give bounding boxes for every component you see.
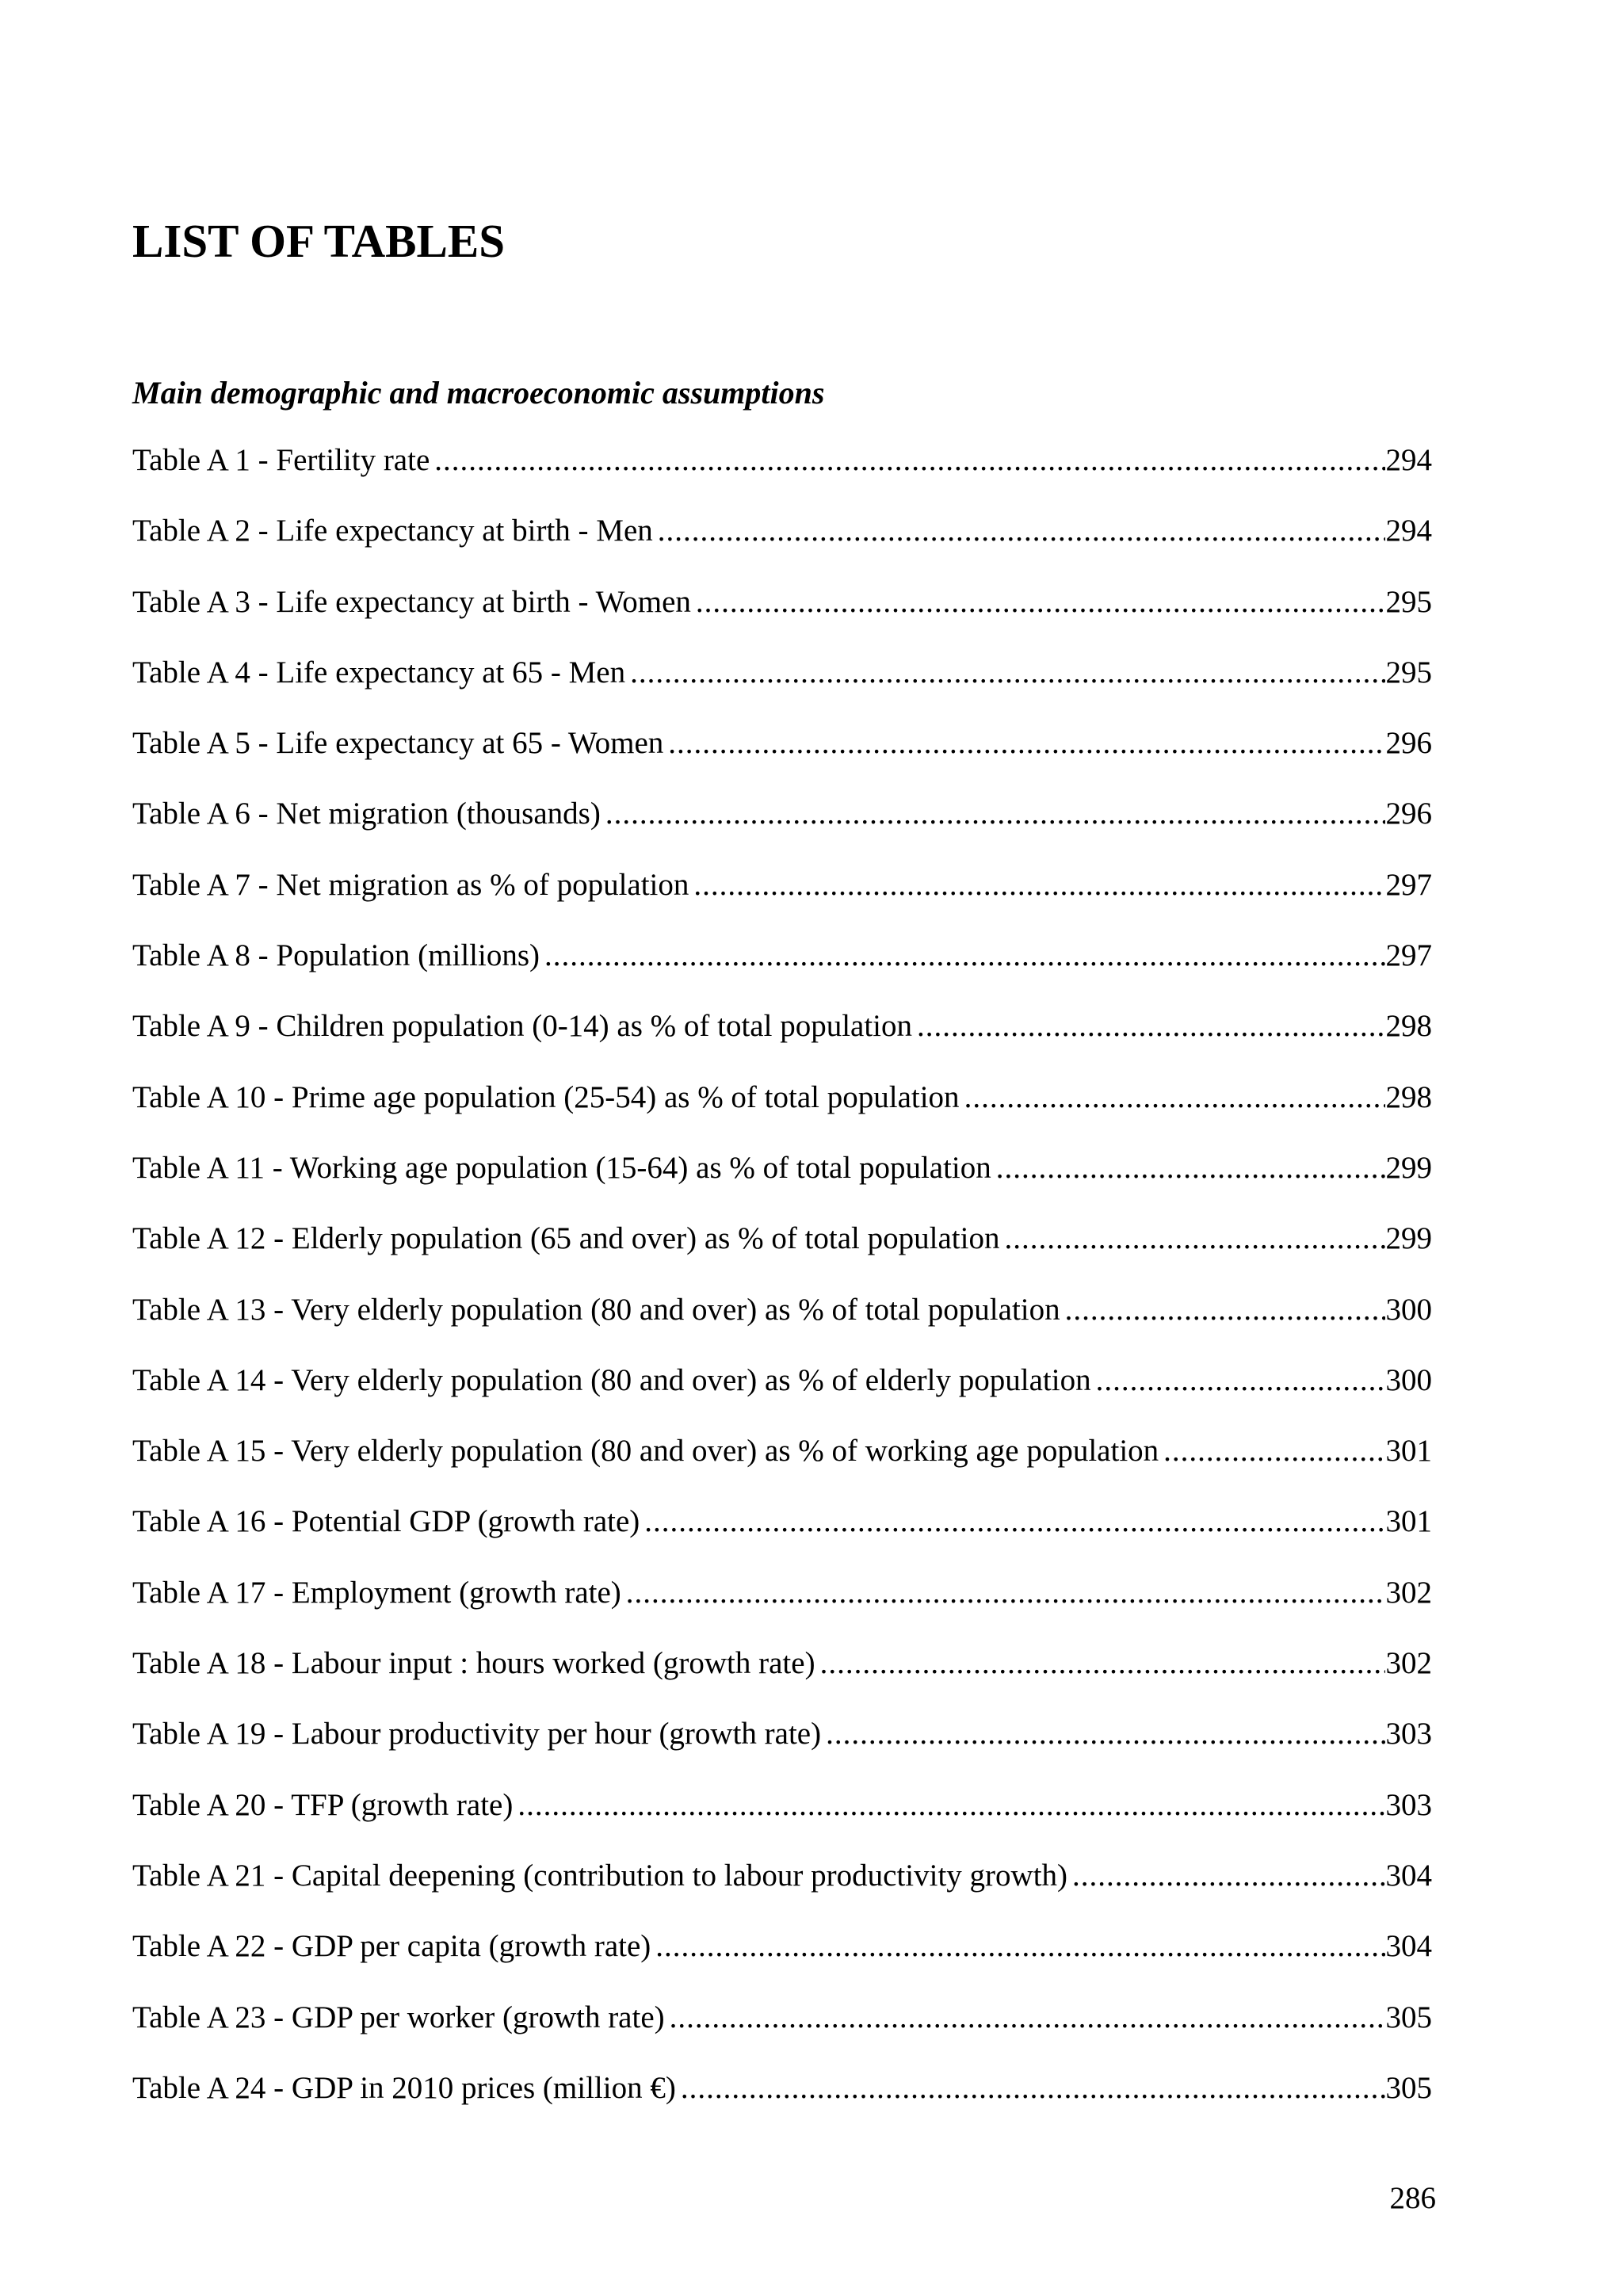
toc-entry-page: 301 — [1385, 1504, 1432, 1539]
toc-entry-label: Table A 16 - Potential GDP (growth rate) — [132, 1504, 640, 1539]
toc-entry[interactable] — [132, 1004, 1432, 1075]
toc-entry[interactable] — [132, 509, 1432, 579]
toc-entry[interactable] — [132, 1571, 1432, 1641]
dot-leader — [681, 2066, 1385, 2111]
toc-entry[interactable] — [132, 2066, 1432, 2137]
toc-entry-page: 296 — [1385, 726, 1432, 761]
dot-leader — [917, 1004, 1384, 1049]
toc-entry[interactable] — [132, 1358, 1432, 1429]
dot-leader — [658, 509, 1385, 553]
dot-leader — [693, 863, 1384, 907]
dot-leader — [1163, 1429, 1384, 1473]
dot-leader — [826, 1712, 1384, 1756]
toc-entry-page: 300 — [1385, 1292, 1432, 1327]
toc-entry-label: Table A 6 - Net migration (thousands) — [132, 797, 601, 831]
toc-entry[interactable] — [132, 438, 1432, 509]
toc-entry-page: 296 — [1385, 797, 1432, 831]
toc-entry-page: 305 — [1385, 2070, 1432, 2105]
dot-leader — [434, 438, 1384, 483]
toc-entry-label: Table A 18 - Labour input : hours worked (growth rate) — [132, 1646, 815, 1681]
toc-entry-label: Table A 7 - Net migration as % of population — [132, 867, 689, 902]
dot-leader — [1004, 1217, 1384, 1261]
toc-entry-label: Table A 11 - Working age population (15-64) as % of total population — [132, 1150, 991, 1185]
toc-entry-page: 304 — [1385, 1858, 1432, 1893]
toc-entry[interactable] — [132, 1783, 1432, 1854]
toc-entry-page: 298 — [1385, 1009, 1432, 1044]
page-number: 286 — [1389, 2181, 1436, 2215]
toc-entry-page: 300 — [1385, 1362, 1432, 1397]
toc-entry-page: 294 — [1385, 514, 1432, 548]
toc-entry[interactable] — [132, 1499, 1432, 1570]
dot-leader — [964, 1075, 1385, 1120]
toc-entry-label: Table A 21 - Capital deepening (contribution to labour productivity growth) — [132, 1858, 1068, 1893]
toc-entry[interactable] — [132, 580, 1432, 651]
toc-entry-label: Table A 17 - Employment (growth rate) — [132, 1575, 621, 1610]
toc-entry[interactable] — [132, 1641, 1432, 1712]
toc-entry-page: 297 — [1385, 867, 1432, 902]
section-heading: Main demographic and macroeconomic assumptions — [132, 375, 825, 411]
toc-entry[interactable] — [132, 1217, 1432, 1287]
toc-entry[interactable] — [132, 1924, 1432, 1995]
table-list — [132, 438, 1432, 2137]
toc-entry-page: 294 — [1385, 443, 1432, 477]
toc-entry-label: Table A 3 - Life expectancy at birth - Women — [132, 584, 691, 619]
dot-leader — [544, 934, 1385, 978]
toc-entry[interactable] — [132, 1075, 1432, 1146]
toc-entry-label: Table A 1 - Fertility rate — [132, 443, 430, 477]
dot-leader — [670, 1996, 1385, 2040]
dot-leader — [605, 792, 1385, 836]
toc-entry[interactable] — [132, 1146, 1432, 1217]
dot-leader — [1072, 1854, 1384, 1898]
dot-leader — [517, 1783, 1384, 1828]
toc-entry-page: 299 — [1385, 1150, 1432, 1185]
toc-entry-page: 305 — [1385, 2000, 1432, 2034]
toc-entry[interactable] — [132, 792, 1432, 862]
toc-entry-label: Table A 13 - Very elderly population (80 and over) as % of total population — [132, 1292, 1060, 1327]
toc-entry-page: 302 — [1385, 1646, 1432, 1681]
toc-entry-label: Table A 4 - Life expectancy at 65 - Men — [132, 655, 626, 690]
toc-entry-label: Table A 8 - Population (millions) — [132, 938, 540, 973]
toc-entry-label: Table A 20 - TFP (growth rate) — [132, 1787, 514, 1822]
toc-entry[interactable] — [132, 1854, 1432, 1924]
dot-leader — [696, 580, 1385, 625]
toc-entry-label: Table A 19 - Labour productivity per hour (growth rate) — [132, 1717, 822, 1752]
toc-entry-label: Table A 10 - Prime age population (25-54) as % of total population — [132, 1079, 960, 1114]
toc-entry-page: 302 — [1385, 1575, 1432, 1610]
toc-entry-label: Table A 9 - Children population (0-14) as % of total population — [132, 1009, 913, 1044]
toc-entry[interactable] — [132, 863, 1432, 934]
toc-entry[interactable] — [132, 1712, 1432, 1782]
page-title: LIST OF TABLES — [132, 215, 506, 267]
toc-entry[interactable] — [132, 1429, 1432, 1499]
toc-entry[interactable] — [132, 1996, 1432, 2066]
toc-entry-page: 303 — [1385, 1717, 1432, 1752]
dot-leader — [668, 721, 1384, 766]
toc-entry-label: Table A 22 - GDP per capita (growth rate) — [132, 1929, 651, 1964]
dot-leader — [626, 1571, 1385, 1615]
dot-leader — [996, 1146, 1385, 1190]
dot-leader — [1065, 1288, 1385, 1332]
dot-leader — [1096, 1358, 1385, 1403]
toc-entry-label: Table A 14 - Very elderly population (80 and over) as % of elderly population — [132, 1362, 1091, 1397]
toc-entry-page: 295 — [1385, 584, 1432, 619]
toc-entry-label: Table A 23 - GDP per worker (growth rate) — [132, 2000, 665, 2034]
toc-entry-label: Table A 12 - Elderly population (65 and over) as % of total population — [132, 1221, 1000, 1256]
toc-entry[interactable] — [132, 651, 1432, 721]
toc-entry-page: 304 — [1385, 1929, 1432, 1964]
dot-leader — [630, 651, 1384, 695]
dot-leader — [644, 1499, 1384, 1544]
toc-entry-label: Table A 15 - Very elderly population (80 and over) as % of working age population — [132, 1434, 1159, 1469]
dot-leader — [655, 1924, 1384, 1969]
toc-entry-page: 299 — [1385, 1221, 1432, 1256]
toc-entry[interactable] — [132, 1288, 1432, 1358]
toc-entry-page: 297 — [1385, 938, 1432, 973]
toc-entry[interactable] — [132, 934, 1432, 1004]
toc-entry-page: 301 — [1385, 1434, 1432, 1469]
toc-entry-page: 303 — [1385, 1787, 1432, 1822]
toc-entry-page: 298 — [1385, 1079, 1432, 1114]
toc-entry-label: Table A 24 - GDP in 2010 prices (million €) — [132, 2070, 676, 2105]
toc-entry-label: Table A 5 - Life expectancy at 65 - Women — [132, 726, 664, 761]
toc-entry-page: 295 — [1385, 655, 1432, 690]
dot-leader — [820, 1641, 1385, 1686]
toc-entry[interactable] — [132, 721, 1432, 792]
toc-entry-label: Table A 2 - Life expectancy at birth - Men — [132, 514, 653, 548]
